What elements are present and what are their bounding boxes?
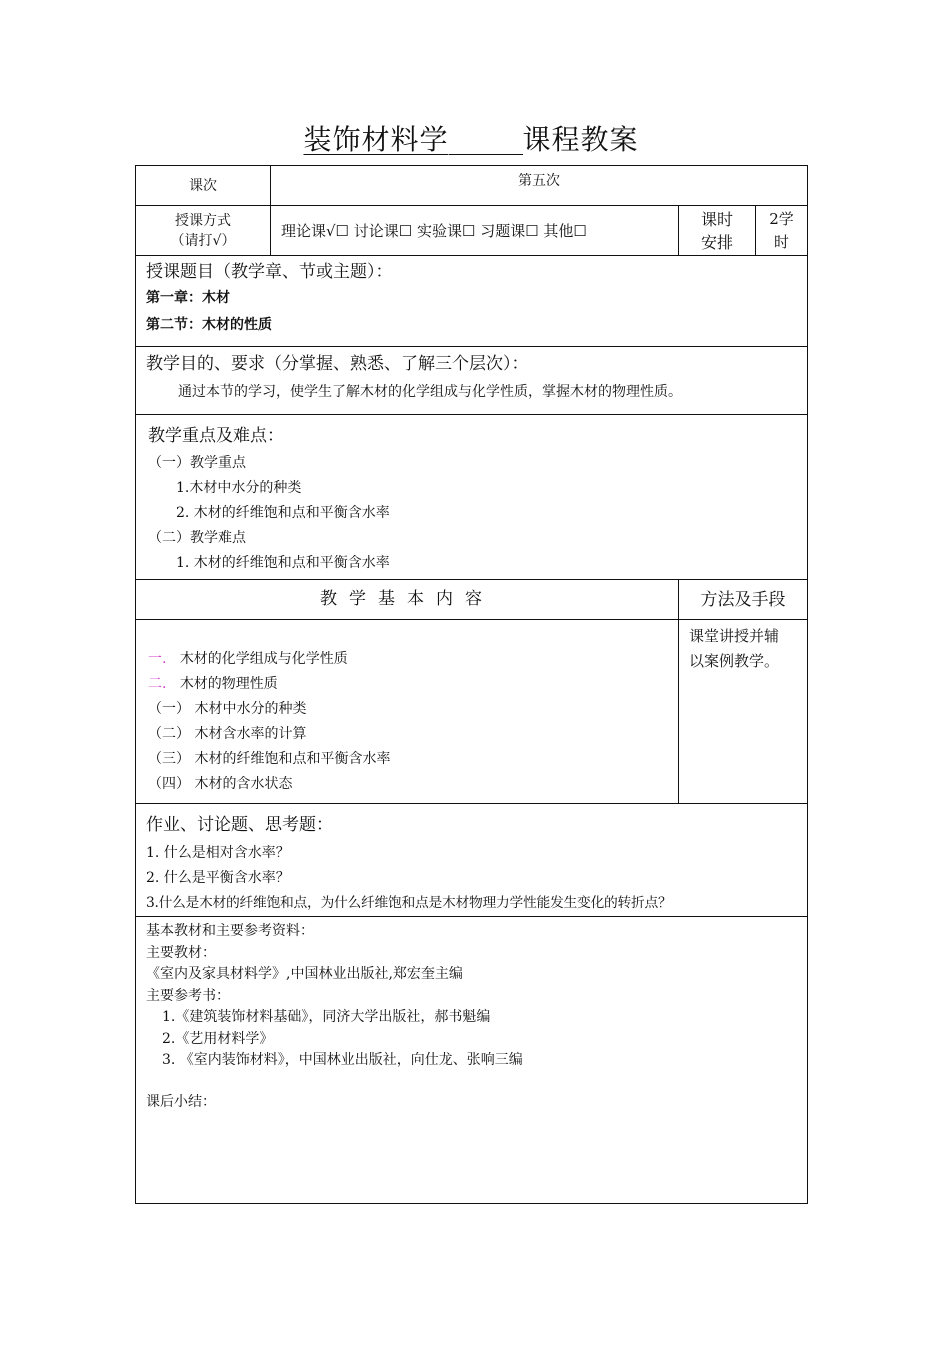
teaching-mode-label: 授课方式 （请打√） (136, 206, 271, 256)
title-blank-line (449, 124, 523, 155)
lesson-plan-table (135, 165, 808, 1204)
content-item: （四） 木材的含水状态 (148, 776, 293, 792)
course-subject: 装饰材料学 (303, 123, 449, 156)
objectives-cell (136, 347, 808, 415)
content-header-row (136, 580, 808, 620)
content-item: （一） 木材中水分的种类 (148, 701, 307, 717)
teaching-mode-row (136, 206, 808, 256)
objectives-text: 通过本节的学习，使学生了解木材的化学组成与化学性质，掌握木材的物理性质。 (178, 384, 682, 400)
homework-item: 2. 什么是平衡含水率？ (146, 870, 290, 886)
topic-row (136, 256, 808, 347)
key-points-row (136, 415, 808, 580)
class-hours-label: 课时 安排 (679, 206, 756, 256)
content-row (136, 620, 808, 804)
topic-cell (136, 256, 808, 347)
homework-row (136, 804, 808, 917)
difficulty-item: 1. 木材的纤维饱和点和平衡含水率 (176, 555, 390, 571)
section-title: 第二节：木材的性质 (146, 317, 272, 333)
method-text: 以案例教学。 (689, 652, 780, 670)
content-item: （二） 木材含水率的计算 (148, 726, 307, 742)
content-header: 教学基本内容 (136, 580, 679, 620)
objectives-row (136, 347, 808, 415)
lesson-number-label: 课次 (136, 166, 271, 206)
method-header: 方法及手段 (679, 580, 808, 620)
homework-cell (136, 804, 808, 917)
references-cell (136, 917, 808, 1204)
teaching-mode-options: 理论课√☐ 讨论课☐ 实验课☐ 习题课☐ 其他☐ (271, 206, 679, 256)
content-cell (136, 620, 679, 804)
reference-books-label: 主要参考书： (146, 987, 230, 1004)
references-row (136, 917, 808, 1204)
focus-item: 2. 木材的纤维饱和点和平衡含水率 (176, 505, 390, 521)
focus-item: 1.木材中水分的种类 (176, 480, 302, 496)
references-heading: 基本教材和主要参考资料： (146, 923, 314, 939)
homework-item: 1. 什么是相对含水率？ (146, 845, 290, 861)
title-suffix: 课程教案 (522, 123, 639, 156)
page-title (135, 120, 807, 160)
focus-heading: （一）教学重点 (148, 455, 246, 471)
reference-book: 1.《建筑装饰材料基础》，同济大学出版社，郝书魁编 (162, 1009, 491, 1025)
reference-book: 2.《艺用材料学》 (162, 1030, 274, 1047)
key-points-cell (136, 415, 808, 580)
post-class-summary-label: 课后小结： (146, 1093, 216, 1110)
reference-book: 3. 《室内装饰材料》，中国林业出版社，向仕龙、张响三编 (162, 1052, 523, 1068)
difficulty-heading: （二）教学难点 (148, 530, 246, 546)
homework-item: 3.什么是木材的纤维饱和点，为什么纤维饱和点是木材物理力学性能发生变化的转折点？ (146, 895, 672, 911)
objectives-heading: 教学目的、要求（分掌握、熟悉、了解三个层次）： (146, 354, 529, 374)
topic-heading: 授课题目（教学章、节或主题）： (146, 262, 393, 282)
lesson-number-value: 第五次 (271, 166, 808, 206)
method-cell (679, 620, 808, 804)
key-points-heading: 教学重点及难点： (148, 426, 284, 446)
content-item: 二. 木材的物理性质 (148, 676, 278, 692)
textbook-entry: 《室内及家具材料学》,中国林业出版社,郑宏奎主编 (146, 966, 463, 982)
homework-heading: 作业、讨论题、思考题： (146, 815, 333, 835)
class-hours-value: 2学 时 (756, 206, 808, 256)
method-text: 课堂讲授并辅 (689, 627, 780, 645)
lesson-number-row (136, 166, 808, 206)
textbook-label: 主要教材： (146, 944, 216, 961)
content-item: （三） 木材的纤维饱和点和平衡含水率 (148, 751, 391, 767)
content-item: 一. 木材的化学组成与化学性质 (148, 651, 348, 667)
chapter-title: 第一章：木材 (146, 290, 230, 306)
